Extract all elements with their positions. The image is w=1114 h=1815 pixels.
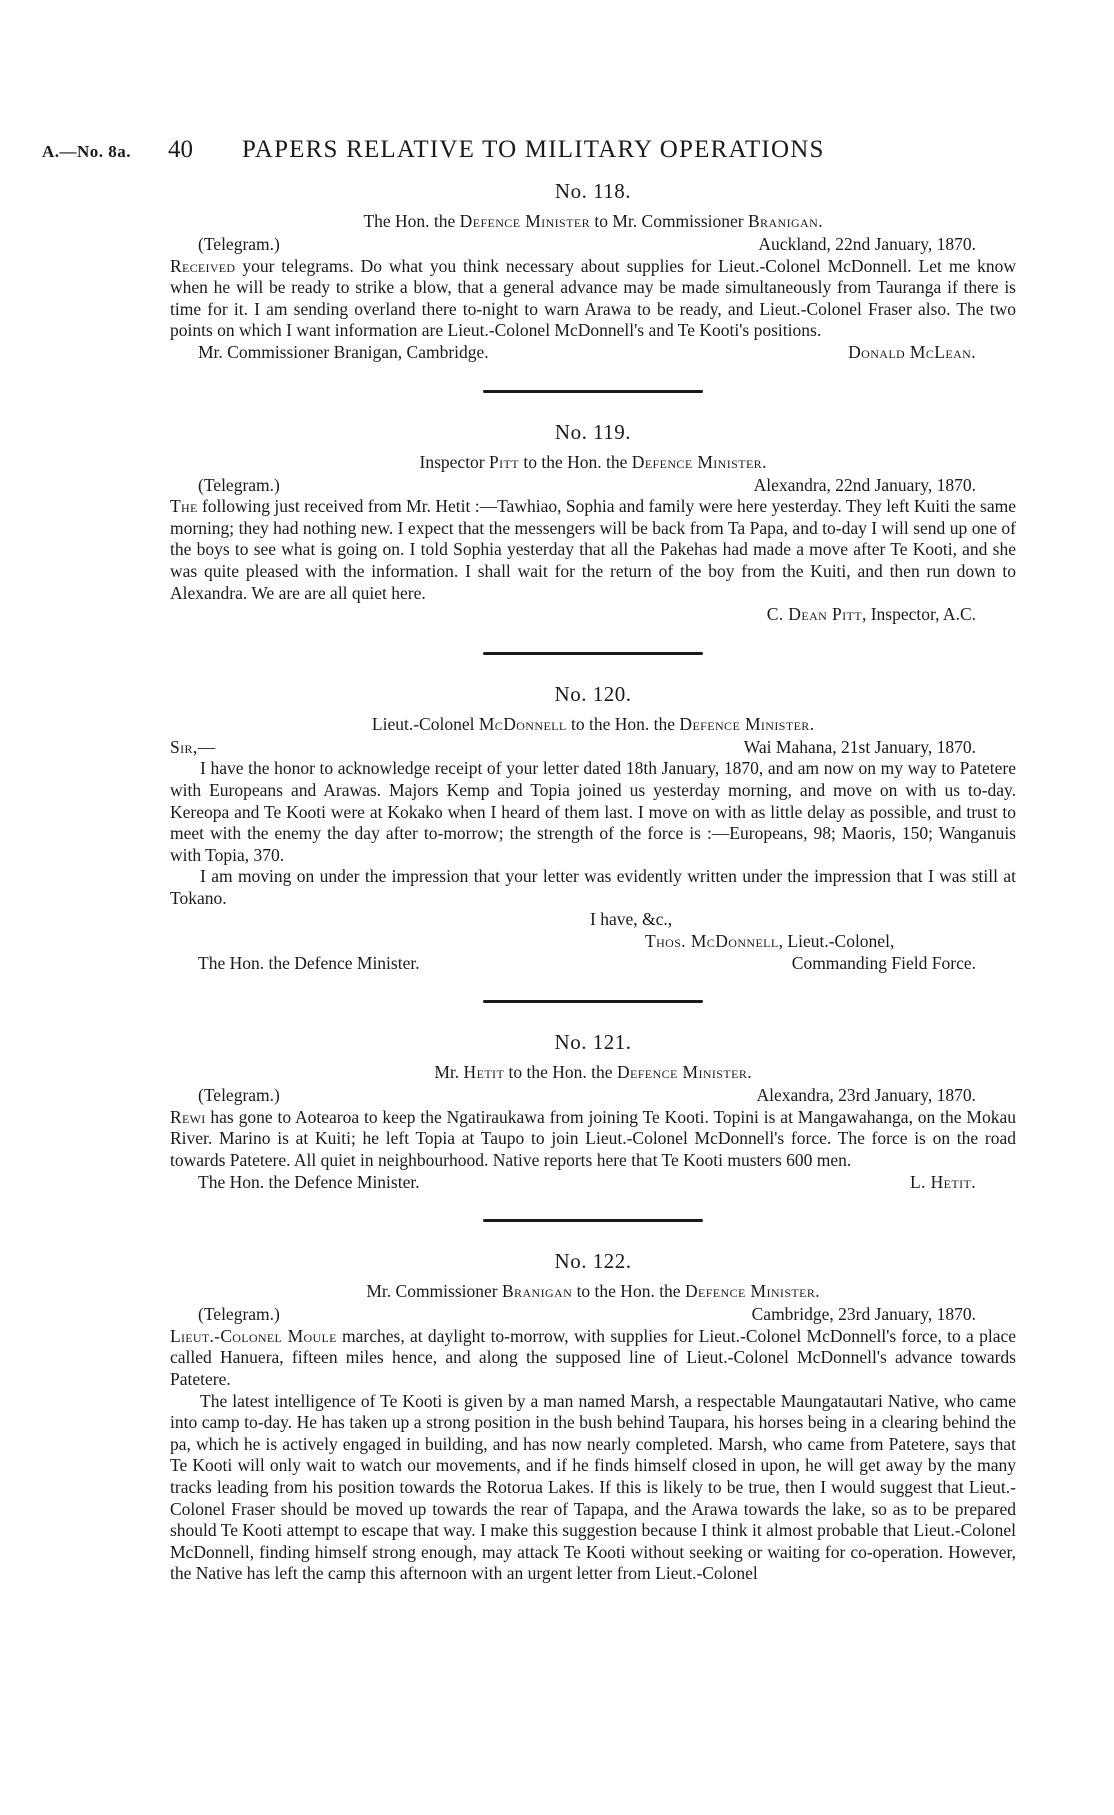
- entry-text: [170, 1107, 1016, 1172]
- lead-word: Lieut.-Colonel Moule: [170, 1325, 337, 1346]
- heading-name: Defence Minister: [684, 1281, 816, 1302]
- paragraph: [170, 256, 1016, 342]
- entry-118: [170, 178, 1016, 364]
- message-type: (Telegram.): [198, 1304, 280, 1325]
- page-number: 40: [168, 136, 193, 163]
- signature-row: [170, 1172, 1016, 1194]
- heading-text: to Mr. Commissioner: [589, 211, 748, 231]
- section-divider: [483, 1219, 703, 1222]
- entry-text: [170, 758, 1016, 909]
- section-divider: [483, 390, 703, 393]
- closing: I have, &c.,: [590, 909, 673, 930]
- heading-text: The Hon. the: [363, 211, 460, 231]
- heading-name: Hetit: [463, 1062, 505, 1083]
- entry-122: [170, 1248, 1016, 1585]
- signature-row: [170, 953, 1016, 975]
- heading-text: .: [818, 211, 823, 231]
- place-date: Auckland, 22nd January, 1870.: [758, 234, 976, 254]
- salutation: Sir,—: [170, 736, 216, 757]
- paragraph-text: marches, at daylight to-morrow, with supplies for Lieut.-Colonel McDonnell's force, to a place called Hanuera, fifteen miles hence, and along the supposed line of Lieut.-Colonel McDonnell's advance towards Patetere.: [170, 1325, 1016, 1389]
- entry-heading: [170, 1061, 1016, 1083]
- addressee: Mr. Commissioner Branigan, Cambridge.: [198, 341, 489, 362]
- heading-text: .: [747, 1062, 752, 1083]
- document-body: [170, 178, 1016, 1585]
- entry-meta: [170, 1085, 1016, 1107]
- lead-word: The: [170, 496, 198, 517]
- entry-heading: [170, 1280, 1016, 1302]
- signature-title: Commanding Field Force.: [791, 952, 976, 973]
- heading-text: to the Hon. the: [572, 1281, 685, 1302]
- heading-text: .: [815, 1281, 820, 1302]
- entry-text: [170, 496, 1016, 604]
- entry-meta: [170, 737, 1016, 759]
- entry-number: No. 122.: [554, 1249, 632, 1274]
- message-type: (Telegram.): [198, 474, 280, 495]
- message-type: (Telegram.): [198, 1085, 280, 1106]
- signature: [170, 931, 1016, 953]
- paragraph: I have the honor to acknowledge receipt of your letter dated 18th January, 1870, and am now on my way to Patetere with Europeans and Arawas. Majors Kemp and Topia joined us yesterday morning, and move on with us to-day. Kereopa and Te Kooti were at Kokako when I heard of them last. I move on with as little delay as possible, and trust to meet with the enemy the day after to-morrow; the strength of the force is :—Europeans, 98; Maoris, 150; Wanganuis with Topia, 370.: [170, 758, 1016, 865]
- heading-text: to the Hon. the: [504, 1062, 617, 1083]
- document-reference: A.—No. 8a.: [42, 142, 132, 161]
- heading-name: Defence Minister: [679, 713, 810, 734]
- lead-word: Rewi: [170, 1106, 206, 1127]
- entry-heading: [170, 713, 1016, 735]
- paragraph: [170, 496, 1016, 604]
- paragraph-text: following just received from Mr. Hetit :—Tawhiao, Sophia and family were here yesterday. They left Kuiti the same morning; they had nothing new. I expect that the messengers will be back from Ta Papa, and to-day I will send up one of the boys to see what is going on. I told Sophia yesterday that all the Pakehas had made a move after Te Kooti, and she was quite pleased with the information. I shall wait for the return of the boy from the Kuiti, and then run down to Alexandra. We are are all quiet here.: [170, 496, 1016, 603]
- heading-text: Lieut.-Colonel: [371, 713, 479, 734]
- heading-text: .: [762, 451, 767, 472]
- heading-name: Defence Minister: [459, 211, 590, 231]
- signature-name: Thos. McDonnell: [645, 931, 779, 952]
- entry-120: [170, 681, 1016, 975]
- signature-title: , Lieut.-Colonel,: [778, 931, 895, 952]
- signature-name: C. Dean Pitt: [766, 604, 862, 625]
- heading-text: Mr.: [434, 1062, 464, 1083]
- heading-text: Mr. Commissioner: [366, 1281, 502, 1302]
- entry-meta: [170, 1304, 1016, 1326]
- heading-name: Defence Minister: [631, 451, 763, 472]
- heading-text: to the Hon. the: [519, 451, 632, 472]
- signature-row: [170, 342, 1016, 364]
- signature: L. Hetit.: [909, 1171, 976, 1192]
- place-date: Alexandra, 23rd January, 1870.: [756, 1085, 976, 1106]
- signature: Donald McLean.: [848, 341, 976, 362]
- entry-number: No. 118.: [554, 179, 632, 203]
- entry-meta: [170, 475, 1016, 497]
- signature-title: , Inspector, A.C.: [861, 604, 976, 625]
- entry-number: No. 120.: [554, 681, 632, 706]
- paragraph: The latest intelligence of Te Kooti is given by a man named Marsh, a respectable Maungatautari Native, who came into camp to-day. He has taken up a strong position in the bush behind Taupara, his horses being in a clearing behind the pa, which he is actively engaged in building, and has now nearly completed. Marsh, who came from Patetere, says that Te Kooti will only wait to watch our movements, and if he finds himself closed in upon, he will get away by the many tracks leading from his position towards the Rotorua Lakes. If this is likely to be true, then I would suggest that Lieut.-Colonel Fraser should be moved up towards the rear of Tapapa, and the Arawa towards the lake, so as to be prepared should Te Kooti attempt to escape that way. I make this suggestion because I think it almost probable that Lieut.-Colonel McDonnell, finding himself strong enough, may attack Te Kooti without seeking or waiting for co-operation. However, the Native has left the camp this afternoon with an urgent letter from Lieut.-Colonel: [170, 1390, 1016, 1584]
- paragraph: [170, 1326, 1016, 1391]
- heading-name: Pitt: [489, 451, 520, 472]
- heading-text: Inspector: [419, 451, 490, 472]
- entry-meta: [170, 234, 1016, 256]
- heading-name: Defence Minister: [616, 1062, 748, 1083]
- paragraph-text: has gone to Aotearoa to keep the Ngatiraukawa from joining Te Kooti. Topini is at Mangawahanga, on the Mokau River. Marino is at Kuiti; he left Topia at Taupo to join Lieut.-Colonel McDonnell's force. The force is on the road towards Patetere. All quiet in neighbourhood. Native reports here that Te Kooti musters 600 men.: [170, 1106, 1016, 1171]
- entry-heading: [170, 210, 1016, 232]
- heading-name: McDonnell: [478, 713, 567, 734]
- entry-number: No. 119.: [554, 419, 632, 444]
- section-divider: [483, 652, 703, 655]
- paragraph: [170, 1107, 1016, 1172]
- signature: [170, 604, 1016, 626]
- heading-name: Branigan: [747, 211, 819, 231]
- running-title: PAPERS RELATIVE TO MILITARY OPERATIONS: [242, 136, 825, 163]
- addressee: The Hon. the Defence Minister.: [198, 952, 420, 973]
- place-date: Alexandra, 22nd January, 1870.: [753, 474, 976, 495]
- heading-name: Branigan: [501, 1281, 573, 1302]
- entry-text: [170, 256, 1016, 342]
- place-date: Cambridge, 23rd January, 1870.: [751, 1304, 976, 1325]
- running-header: [42, 136, 1072, 166]
- entry-121: [170, 1029, 1016, 1193]
- section-divider: [483, 1000, 703, 1003]
- paragraph: I am moving on under the impression that your letter was evidently written under the impression that I was still at Tokano.: [170, 866, 1016, 908]
- heading-text: to the Hon. the: [566, 713, 680, 734]
- paragraph-text: your telegrams. Do what you think necessary about supplies for Lieut.-Colonel McDonnell. Let me know when he will be ready to strike a blow, that a general advance may be made simultaneously from Tauranga if there is time for it. I am sending overland there to-night to warn Arawa to be ready, and Lieut.-Colonel Fraser also. The two points on which I want information are Lieut.-Colonel McDonnell's and Te Kooti's positions.: [170, 255, 1016, 341]
- heading-text: .: [809, 713, 815, 734]
- lead-word: Received: [170, 255, 236, 276]
- entry-119: [170, 419, 1016, 626]
- entry-heading: [170, 451, 1016, 473]
- entry-number: No. 121.: [554, 1030, 632, 1055]
- message-type: (Telegram.): [198, 234, 280, 254]
- entry-text: [170, 1326, 1016, 1585]
- place-date: Wai Mahana, 21st January, 1870.: [743, 736, 976, 757]
- addressee: The Hon. the Defence Minister.: [198, 1171, 420, 1192]
